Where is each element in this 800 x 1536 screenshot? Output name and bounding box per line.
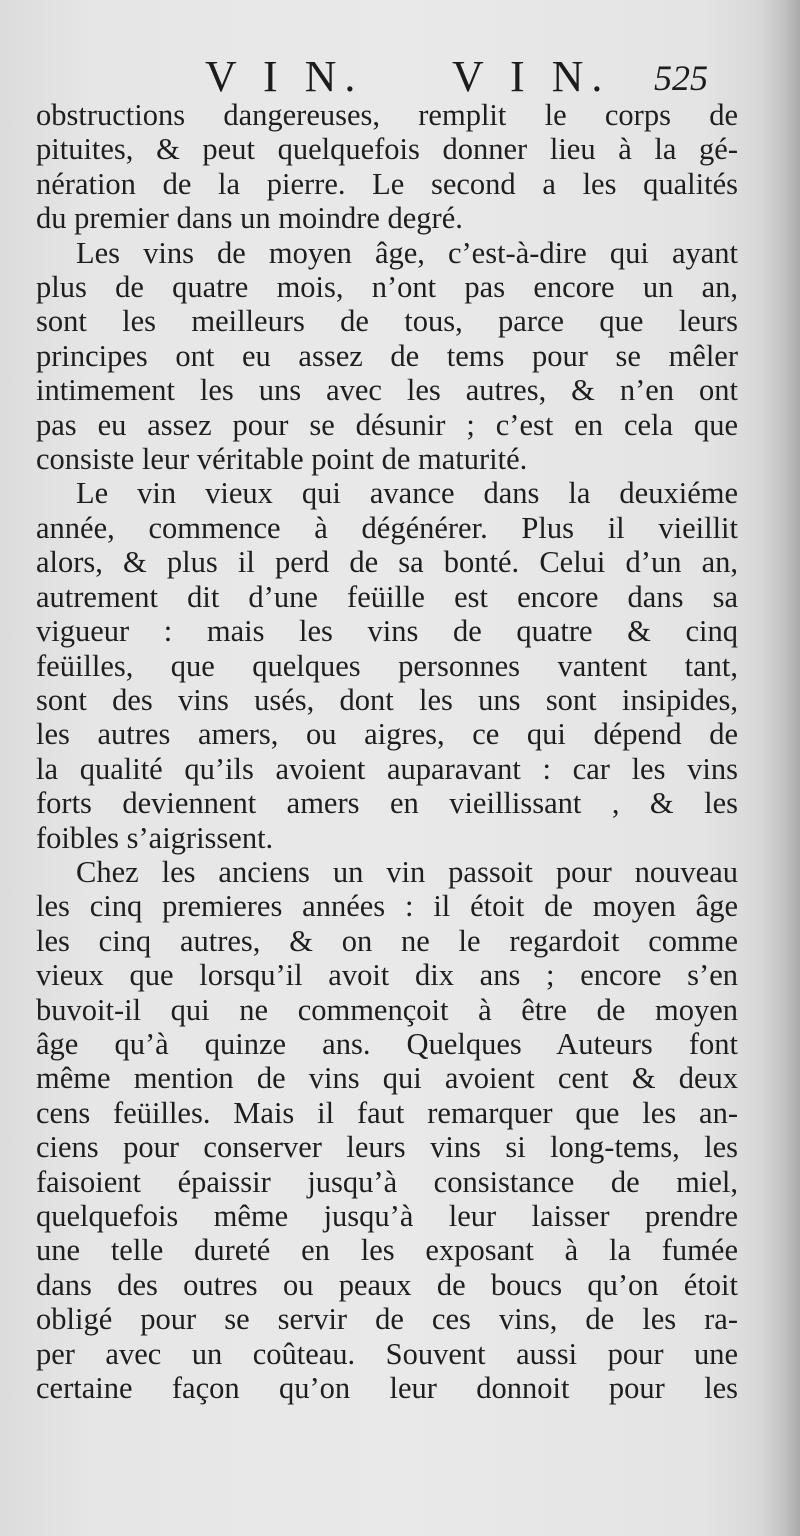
text-line: Le vin vieux qui avance dans la deuxiéme <box>76 476 738 511</box>
text-line: consiste leur véritable point de maturité. <box>36 442 528 477</box>
text-line: âge qu’à quinze ans. Quelques Auteurs font <box>36 1026 738 1061</box>
text-line: cens feüilles. Mais il faut remarquer que les an- <box>36 1095 738 1130</box>
text-line: dans des outres ou peaux de boucs qu’on étoit <box>36 1267 738 1302</box>
text-line: foibles s’aigrissent. <box>36 820 274 855</box>
text-line: Chez les anciens un vin passoit pour nouveau <box>76 854 738 889</box>
text-line: les autres amers, ou aigres, ce qui dépend de <box>36 717 738 752</box>
text-line: forts deviennent amers en vieillissant , & les <box>36 786 738 821</box>
page-header <box>0 52 800 102</box>
paragraph <box>36 476 738 854</box>
text-line: feüilles, que quelques personnes vantent tant, <box>36 648 738 683</box>
text-line: vieux que lorsqu’il avoit dix ans ; encore s’en <box>36 958 738 993</box>
text-line: plus de quatre mois, n’ont pas encore un an, <box>36 270 738 305</box>
text-line: du premier dans un moindre degré. <box>36 201 463 236</box>
running-head-right: V I N. <box>452 52 611 101</box>
text-line: sont des vins usés, dont les uns sont insipides, <box>36 682 738 717</box>
text-line: nération de la pierre. Le second a les qualités <box>36 166 738 201</box>
paragraph <box>36 236 738 477</box>
text-line: les cinq autres, & on ne le regardoit comme <box>36 923 738 958</box>
page-number: 525 <box>654 58 708 98</box>
text-line: alors, & plus il perd de sa bonté. Celui d’un an, <box>36 545 738 580</box>
text-line: obstructions dangereuses, remplit le corps de <box>36 98 738 132</box>
text-line: pas eu assez pour se désunir ; c’est en cela que <box>36 407 738 442</box>
text-line: autrement dit d’une feüille est encore dans sa <box>36 579 738 614</box>
text-line: Les vins de moyen âge, c’est-à-dire qui ayant <box>76 235 738 270</box>
text-line: ciens pour conserver leurs vins si long-tems, les <box>36 1130 738 1165</box>
text-line: buvoit-il qui ne commençoit à être de moyen <box>36 992 738 1027</box>
text-line: année, commence à dégénérer. Plus il vieillit <box>36 510 738 545</box>
body-text <box>36 98 738 1405</box>
text-line: une telle dureté en les exposant à la fumée <box>36 1233 738 1268</box>
text-line: obligé pour se servir de ces vins, de les ra- <box>36 1302 738 1337</box>
text-line: pituites, & peut quelquefois donner lieu à la gé- <box>36 132 738 167</box>
page-edge-shadow <box>760 0 800 1536</box>
paragraph <box>36 98 738 236</box>
text-line: la qualité qu’ils avoient auparavant : car les vins <box>36 751 738 786</box>
text-line: per avec un coûteau. Souvent aussi pour une <box>36 1336 738 1371</box>
text-line: faisoient épaissir jusqu’à consistance de miel, <box>36 1164 738 1199</box>
text-line: intimement les uns avec les autres, & n’en ont <box>36 373 738 408</box>
running-head-left: V I N. <box>205 52 364 101</box>
text-line: certaine façon qu’on leur donnoit pour les <box>36 1371 738 1406</box>
text-line: vigueur : mais les vins de quatre & cinq <box>36 614 738 649</box>
text-line: principes ont eu assez de tems pour se mêler <box>36 338 738 373</box>
paragraph <box>36 855 738 1406</box>
text-line: même mention de vins qui avoient cent & deux <box>36 1061 738 1096</box>
text-line: sont les meilleurs de tous, parce que leurs <box>36 304 738 339</box>
text-line: quelquefois même jusqu’à leur laisser prendre <box>36 1199 738 1233</box>
text-line: les cinq premieres années : il étoit de moyen âge <box>36 889 738 924</box>
